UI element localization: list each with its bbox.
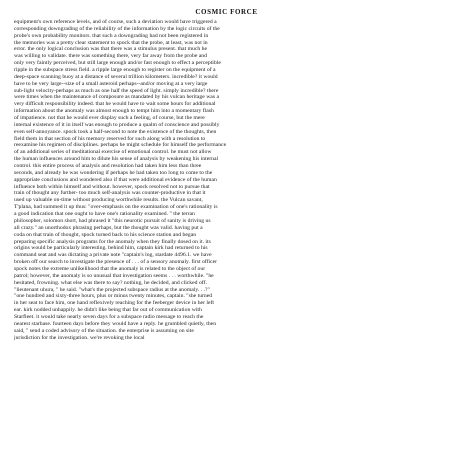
text-line: deep-space scanning buoy at a distance of several trillion kilometers. incredible? it would xyxy=(14,73,218,80)
text-line: corresponding downgrading of the reliability of the information by the logic circuits of the xyxy=(14,25,220,32)
text-line: used up valuable on-time without producing worthwhile results. the Vulcan savant, xyxy=(14,197,203,204)
text-line: have to be very large--size of a small asteroid perhaps--and/or moving at a very large xyxy=(14,80,208,87)
document-page xyxy=(14,8,439,448)
text-line: seconds, and already he was wondering if perhaps he had taken too long to come to the xyxy=(14,169,213,176)
text-line: Starfleet. it would take nearly seven days for a subspace radio message to reach the xyxy=(14,313,204,320)
text-line: appropriate conclusions and wondered also if that were additional evidence of the human xyxy=(14,176,217,183)
text-line: jurisdiction for the investigation. we're revoking the local xyxy=(14,334,145,341)
text-line: origins would be particularly interesting. behind him, captain kirk had returned to his xyxy=(14,245,208,252)
text-line: nearest starbase. fourteen days before they would have a reply. he grumbled quietly, then xyxy=(14,320,217,327)
text-line: philosopher, solomon short, had phrased it "this neurotic pursuit of sanity is driving us xyxy=(14,217,211,224)
text-line: train of thought any further- too much self-analysis was counter-productive in that it xyxy=(14,190,206,197)
text-line: a good indication that one ought to have one's rationality examined. " the terran xyxy=(14,211,195,218)
text-line: ripple in the subspace stress field. a ripple large enough to register on the equipment of a xyxy=(14,67,216,74)
text-line: of an additional series of meditational exercise of emotional control. he must not allow xyxy=(14,149,212,156)
text-line: was willing to validate. there was something there, very far away from the probe and xyxy=(14,53,207,60)
text-line: "one hundred and sixty-three hours, plus or minus twenty minutes, captain. "she turned xyxy=(14,293,213,300)
text-line: said, " send a coded advisory of the situation. the enterprise is assuming on site xyxy=(14,327,194,334)
text-line: control. this entire process of analysis and resolution had taken him less than three xyxy=(14,163,202,170)
text-line: reexamine his regimen of disciplines. perhaps he might schedule for himself the performance xyxy=(14,142,227,149)
text-line: the human influences around him to dilute his sense of analysis by weakening his internal xyxy=(14,156,219,163)
document-body xyxy=(14,19,439,341)
document-title: COSMIC FORCE xyxy=(195,8,258,16)
text-line: information about the anomaly was almost enough to tempt him into a momentary flash xyxy=(14,108,214,115)
text-line: only very faintly perceived, but still large enough and/or fast enough to effect a perceptible xyxy=(14,60,221,67)
text-line: probe's own probability monitors. that such a downgrading had not been registered in xyxy=(14,32,209,39)
text-line: spock notes the extreme unlikelihood that the anomaly is related to the object of our xyxy=(14,265,206,272)
text-line: were times when the maintenance of composure as mandated by his vulcan heritage was a xyxy=(14,94,219,101)
text-line: command seat and was dictating a private note "captain's log, stardate 4496.1. we have xyxy=(14,252,212,259)
text-line: field them in that section of his memory reserved for such along with a resolution to xyxy=(14,135,206,142)
text-line: even self-annoyance. spock took a half-second to note the existence of the thoughts, then xyxy=(14,128,217,135)
text-line: equipment's own reference levels, and of course, such a deviation would have triggered a xyxy=(14,19,217,25)
text-line: hesitated, frowning. what else was there to say? nothing, he decided, and clicked off. xyxy=(14,279,207,286)
text-line: preparing specific analysis programs for the anomaly when they finally dosed on it. its xyxy=(14,238,211,245)
text-line: of impatience. not that he would ever display such a feeling, of course, but the mere xyxy=(14,115,205,122)
text-line: the memories was a pretty clear statement to spock that the probe, at least, was not in xyxy=(14,39,208,46)
text-line: all crazy." an unorthodox phrasing perhaps, but the thought was valid. having put a xyxy=(14,224,203,231)
text-line: error. the only logical conclusion was that there was a stimulus present. that much he xyxy=(14,46,208,53)
text-line: patrol; however, the anomaly is so unusual that investigation seems . . . worthwhile. "he xyxy=(14,272,214,279)
text-line: in her seat to face him, one hand reflexively reaching for the feeberger device in her left xyxy=(14,300,214,307)
text-line: internal existence of it in itself was enough to produce a qualm of conscience and possibly xyxy=(14,121,220,128)
text-line: broken off our search to investigate the presence of . . . of a sensory anomaly. first officer xyxy=(14,259,217,266)
text-line: influence both within himself and without. however, spock resolved not to pursue that xyxy=(14,183,210,190)
text-line: coda on that train of thought, spock turned back to his science station and began xyxy=(14,231,197,238)
text-line: sub-light velocity-perhaps as much as one half the speed of light. simply incredible? there xyxy=(14,87,219,94)
text-line: very difficult responsibility indeed. that he would have to wait some hours for additional xyxy=(14,101,216,108)
text-line: ear. kirk nodded unhappily. he didn't like being that far out of communication with xyxy=(14,307,202,314)
text-line: T'plana, had summed it up thus: "over-emphasis on the examination of one's rationality is xyxy=(14,204,218,211)
text-line: "lieutenant uhura, " he said. "what's the projected subspace radius at the anomaly. . .?" xyxy=(14,286,210,293)
